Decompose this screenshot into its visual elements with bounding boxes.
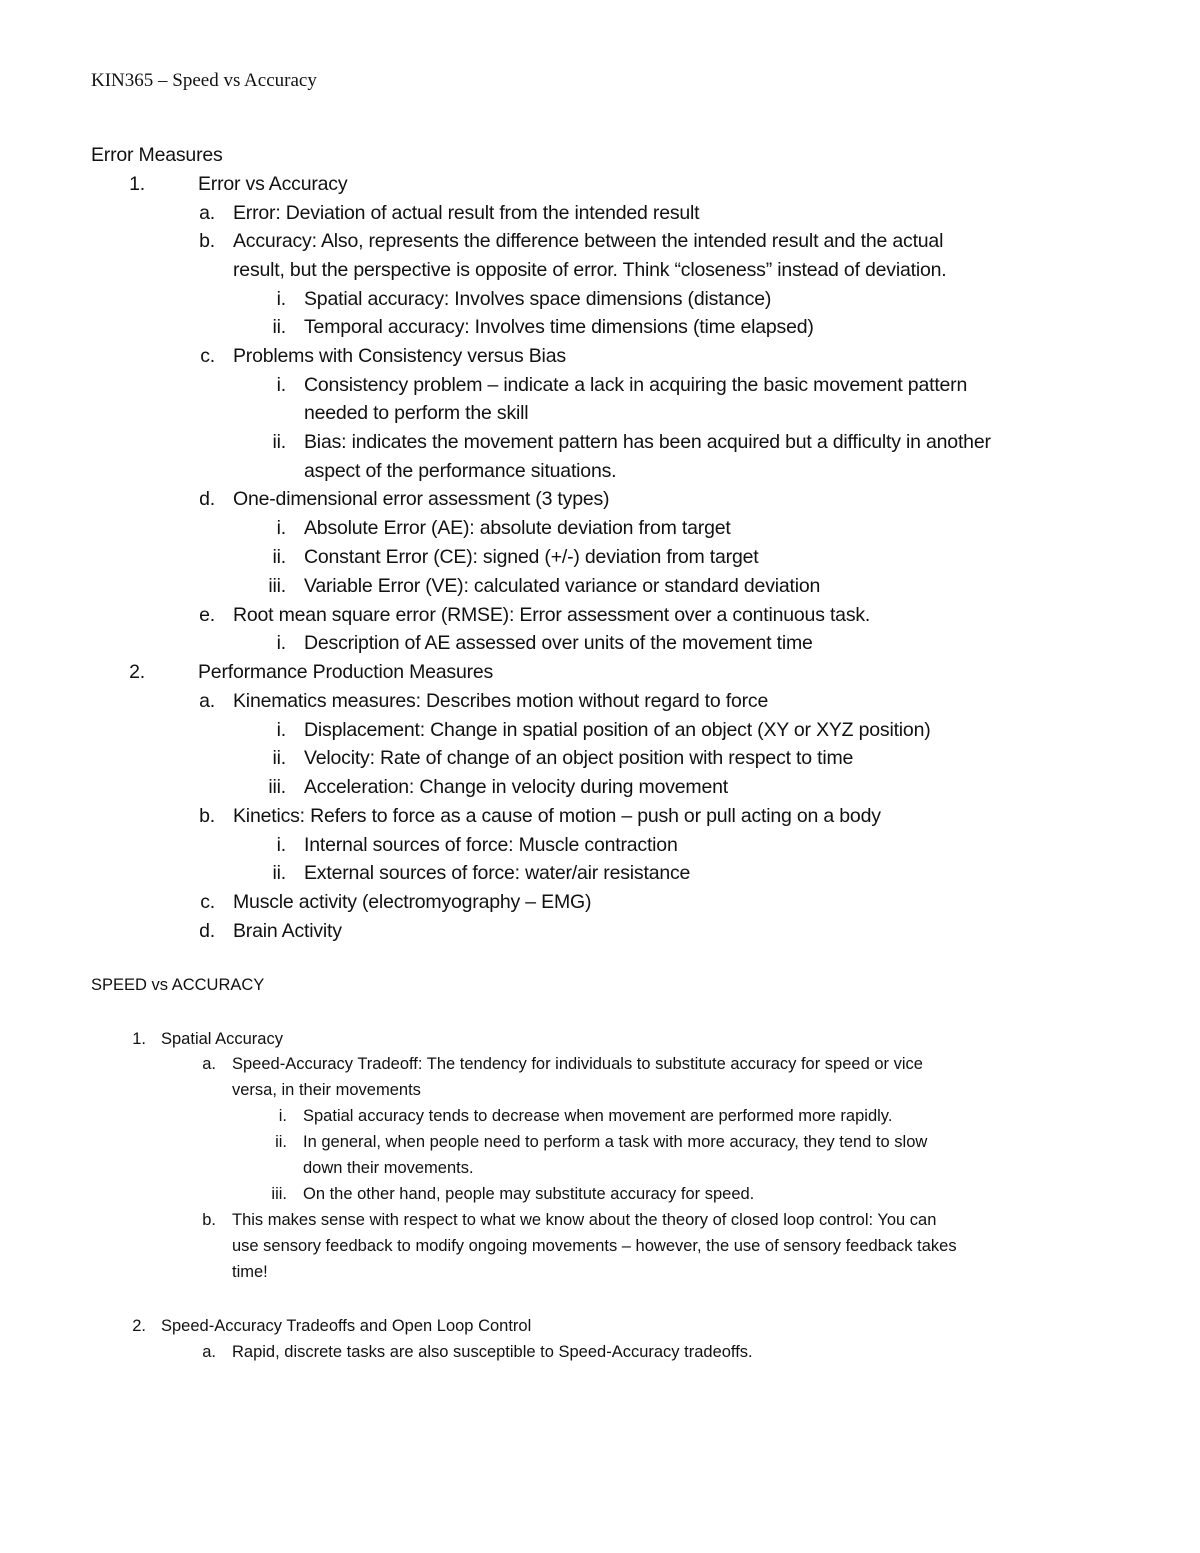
list-roman: i.: [276, 632, 286, 654]
list-item: Internal sources of force: Muscle contraction: [304, 834, 678, 856]
list-item-continued: use sensory feedback to modify ongoing movements – however, the use of sensory feedback takes: [232, 1237, 957, 1255]
list-item: This makes sense with respect to what we know about the theory of closed loop control: You can: [232, 1211, 937, 1229]
list-roman: i.: [278, 1107, 287, 1125]
list-item: Performance Production Measures: [198, 661, 494, 683]
list-item-continued: versa, in their movements: [232, 1081, 421, 1099]
list-item: Absolute Error (AE): absolute deviation from target: [304, 517, 731, 539]
list-letter: a.: [202, 1055, 216, 1073]
list-item: Brain Activity: [233, 920, 342, 942]
list-roman: ii.: [272, 862, 286, 884]
list-item: Speed-Accuracy Tradeoff: The tendency for individuals to substitute accuracy for speed or vice: [232, 1055, 923, 1073]
list-letter: e.: [199, 604, 215, 626]
list-item: Displacement: Change in spatial position of an object (XY or XYZ position): [304, 719, 931, 741]
list-roman: i.: [276, 719, 286, 741]
list-item: Velocity: Rate of change of an object position with respect to time: [304, 747, 854, 769]
list-number: 1.: [129, 173, 145, 195]
list-item: Spatial accuracy: Involves space dimensions (distance): [304, 288, 772, 310]
list-item: One-dimensional error assessment (3 types): [233, 488, 610, 510]
list-roman: i.: [276, 517, 286, 539]
list-letter: b.: [202, 1211, 216, 1229]
list-number: 2.: [129, 661, 145, 683]
list-number: 2.: [132, 1317, 146, 1335]
list-item: Temporal accuracy: Involves time dimensions (time elapsed): [304, 316, 814, 338]
list-letter: c.: [200, 345, 215, 367]
list-item: Acceleration: Change in velocity during movement: [304, 776, 728, 798]
list-number: 1.: [132, 1030, 146, 1048]
list-item: External sources of force: water/air resistance: [304, 862, 691, 884]
list-item: Consistency problem – indicate a lack in acquiring the basic movement pattern: [304, 374, 968, 396]
list-item: Spatial accuracy tends to decrease when movement are performed more rapidly.: [303, 1107, 893, 1125]
list-letter: a.: [199, 690, 215, 712]
list-item: Variable Error (VE): calculated variance or standard deviation: [304, 575, 821, 597]
list-letter: a.: [202, 1343, 216, 1361]
list-letter: d.: [199, 488, 215, 510]
list-item: Description of AE assessed over units of the movement time: [304, 632, 813, 654]
list-item: Problems with Consistency versus Bias: [233, 345, 566, 367]
list-roman: iii.: [268, 776, 286, 798]
list-item: Rapid, discrete tasks are also susceptible to Speed-Accuracy tradeoffs.: [232, 1343, 753, 1361]
list-roman: i.: [276, 834, 286, 856]
list-item: Kinematics measures: Describes motion without regard to force: [233, 690, 769, 712]
list-item: Spatial Accuracy: [161, 1030, 283, 1048]
list-roman: ii.: [272, 316, 286, 338]
list-item: Error: Deviation of actual result from the intended result: [233, 202, 700, 224]
list-roman: ii.: [272, 747, 286, 769]
list-roman: iii.: [271, 1185, 287, 1203]
list-item-continued: down their movements.: [303, 1159, 474, 1177]
list-item: Error vs Accuracy: [198, 173, 348, 195]
list-roman: iii.: [268, 575, 286, 597]
list-item: Constant Error (CE): signed (+/-) deviation from target: [304, 546, 759, 568]
list-roman: i.: [276, 288, 286, 310]
list-item: Speed-Accuracy Tradeoffs and Open Loop Control: [161, 1317, 532, 1335]
list-roman: ii.: [272, 431, 286, 453]
list-item: Bias: indicates the movement pattern has been acquired but a difficulty in another: [304, 431, 991, 453]
list-item-continued: aspect of the performance situations.: [304, 460, 617, 482]
page-header: KIN365 – Speed vs Accuracy: [91, 70, 317, 91]
list-item: On the other hand, people may substitute accuracy for speed.: [303, 1185, 755, 1203]
list-item: In general, when people need to perform a task with more accuracy, they tend to slow: [303, 1133, 928, 1151]
section-heading-error-measures: Error Measures: [91, 144, 223, 166]
list-letter: b.: [199, 805, 215, 827]
list-roman: ii.: [272, 546, 286, 568]
section-heading-speed-vs-accuracy: SPEED vs ACCURACY: [91, 976, 265, 994]
list-letter: d.: [199, 920, 215, 942]
list-roman: i.: [276, 374, 286, 396]
list-item: Kinetics: Refers to force as a cause of motion – push or pull acting on a body: [233, 805, 881, 827]
list-item: Root mean square error (RMSE): Error assessment over a continuous task.: [233, 604, 871, 626]
list-item-continued: needed to perform the skill: [304, 402, 529, 424]
list-letter: b.: [199, 230, 215, 252]
list-item: Accuracy: Also, represents the difference between the intended result and the actual: [233, 230, 944, 252]
list-letter: c.: [200, 891, 215, 913]
list-item-continued: result, but the perspective is opposite of error. Think “closeness” instead of deviation.: [233, 259, 947, 281]
list-item-continued: time!: [232, 1263, 268, 1281]
list-roman: ii.: [275, 1133, 287, 1151]
list-letter: a.: [199, 202, 215, 224]
list-item: Muscle activity (electromyography – EMG): [233, 891, 592, 913]
